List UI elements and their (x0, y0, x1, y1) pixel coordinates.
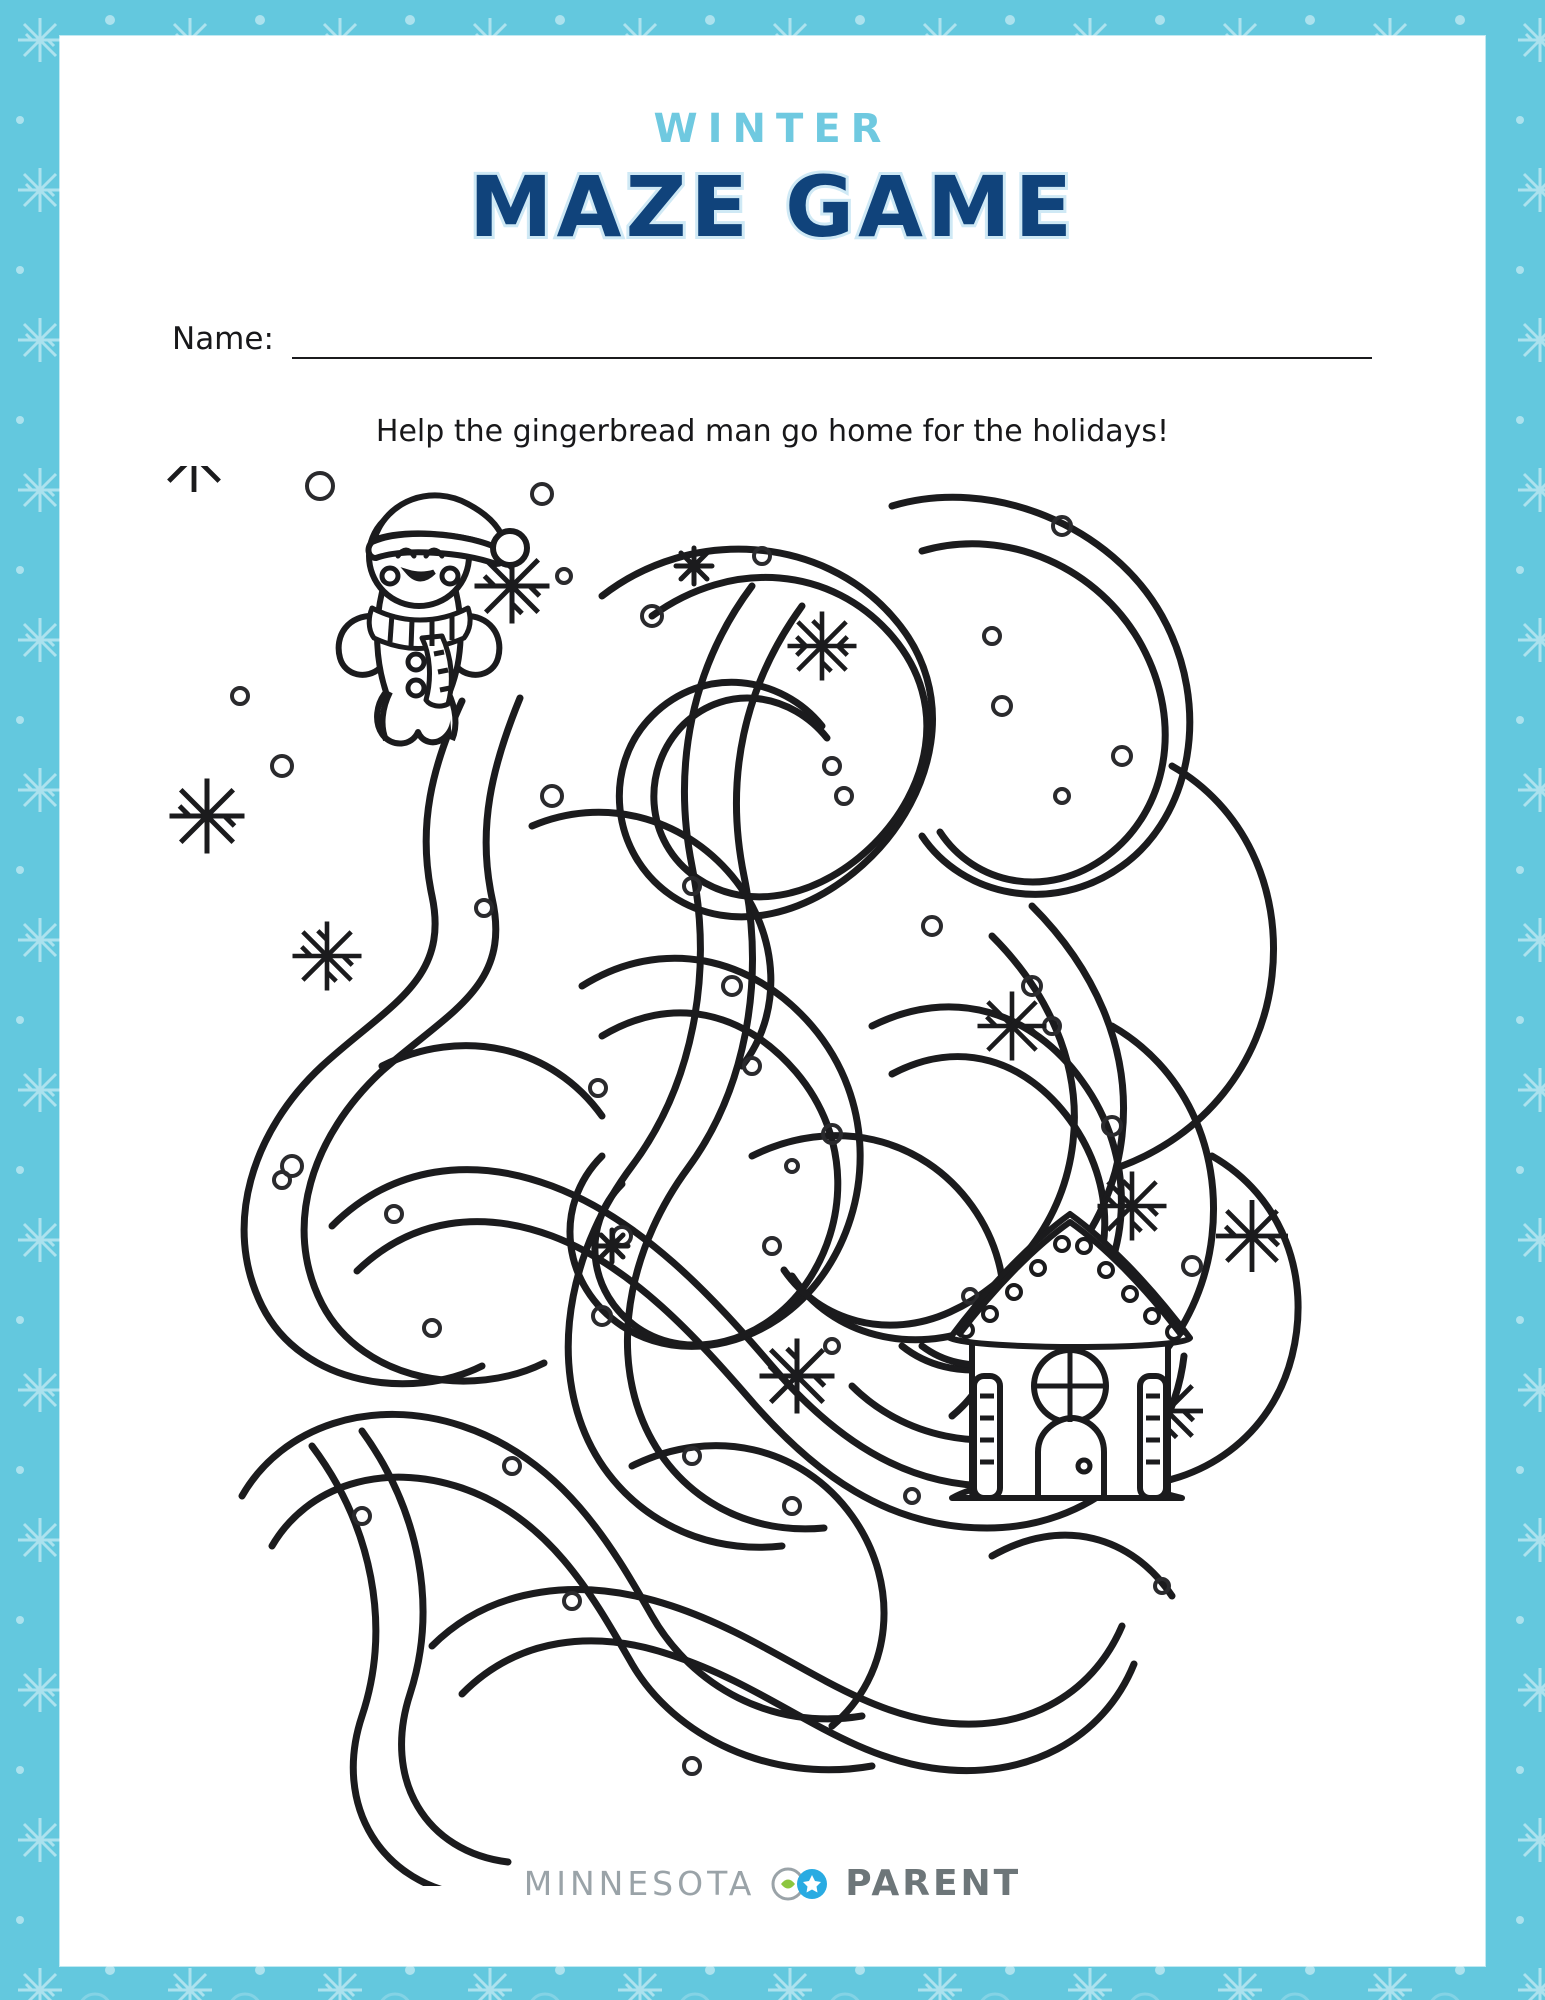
parent-logo-icon (771, 1867, 829, 1901)
worksheet-sheet (60, 36, 1485, 1966)
page-title: MAZE GAME (468, 158, 1077, 256)
name-label: Name: (172, 321, 274, 357)
page-title-small: WINTER (653, 106, 892, 152)
footer-brand-left: MINNESOTA (523, 1864, 756, 1903)
gingerbread-house-icon (950, 1214, 1190, 1498)
gingerbread-man-icon (339, 495, 527, 743)
name-input-line[interactable] (292, 327, 1372, 359)
title-block (60, 106, 1485, 256)
footer-brand-right: PARENT (845, 1863, 1022, 1904)
instruction-text: Help the gingerbread man go home for the holidays! (375, 414, 1170, 449)
maze-puzzle (132, 466, 1422, 1886)
name-field-row[interactable] (172, 321, 1372, 359)
footer-brand (60, 1863, 1485, 1904)
